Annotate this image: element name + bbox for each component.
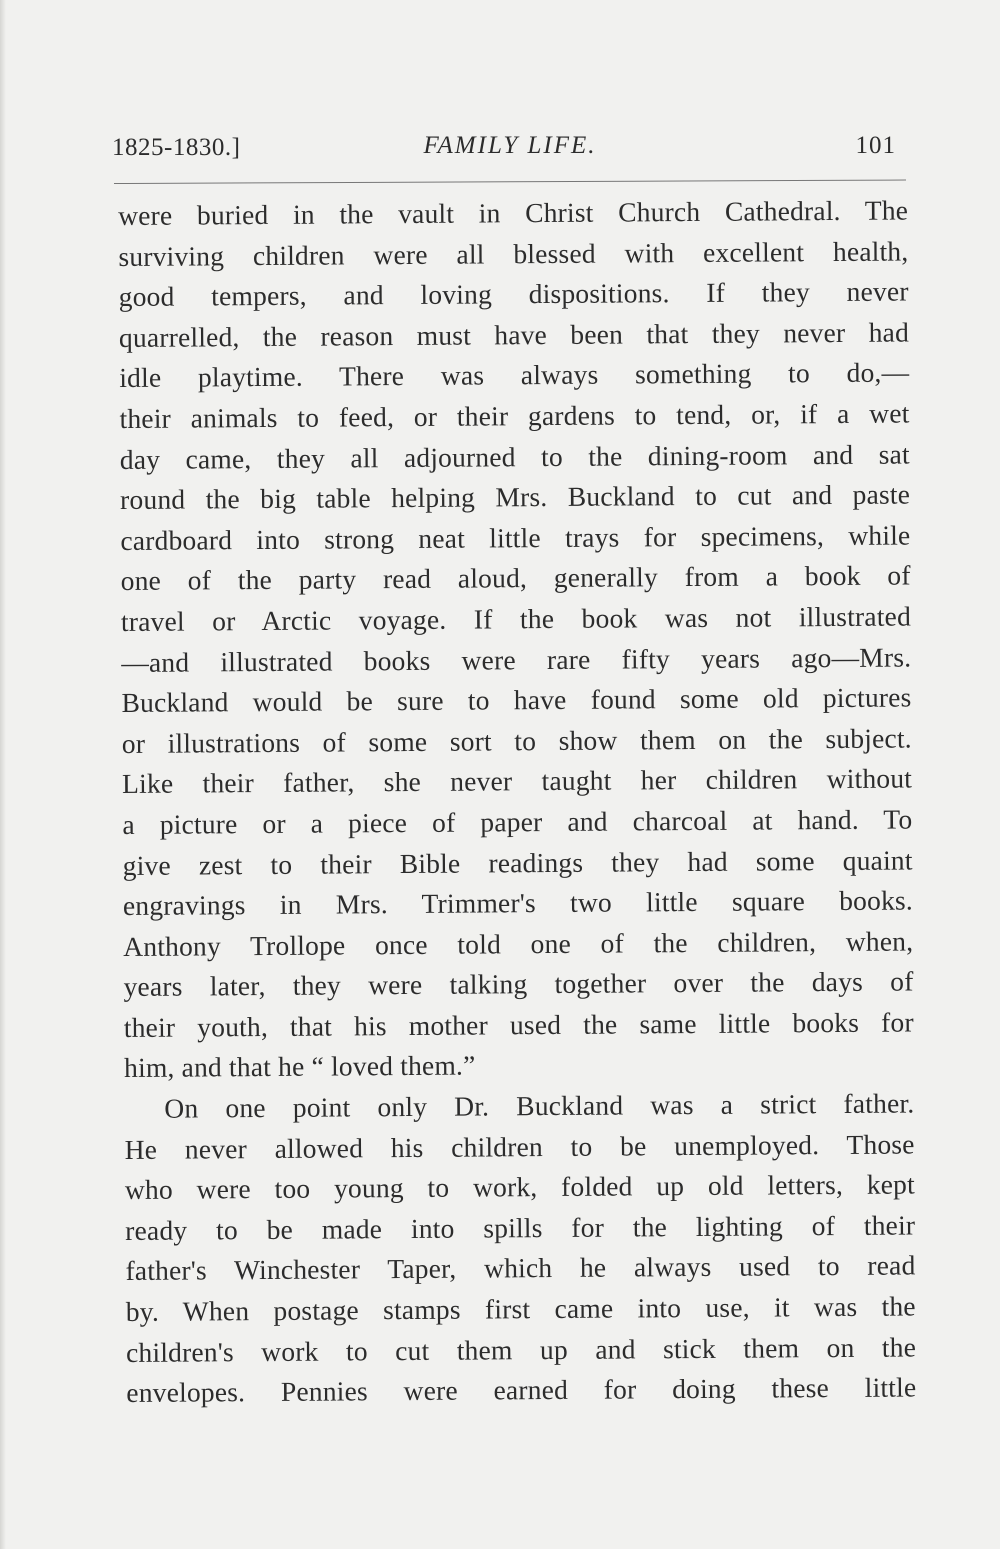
text-line: a picture or a piece of paper and charcoal at hand. To (122, 803, 913, 840)
text-line: ready to be made into spills for the lighting of their (125, 1209, 916, 1246)
text-line: envelopes. Pennies were earned for doing these little (126, 1371, 917, 1409)
text-line: round the big table helping Mrs. Buckland to cut and paste (120, 478, 911, 516)
text-line: Buckland would be sure to have found some old pictures (121, 681, 912, 719)
text-line: him, and that he “ loved them.” (123, 1049, 476, 1084)
text-line: one of the party read aloud, generally from a book of (120, 559, 911, 597)
text-line: surviving children were all blessed with excellent health, (118, 235, 909, 272)
paragraph-1 (118, 190, 914, 1089)
text-line: Like their father, she never taught her children without (121, 762, 913, 800)
text-line: He never allowed his children to be unemployed. Those (124, 1128, 915, 1165)
running-header (112, 128, 908, 172)
text-line: quarrelled, the reason must have been that they never had (118, 316, 910, 353)
text-line: were buried in the vault in Christ Church Cathedral. The (118, 194, 909, 231)
text-line: their youth, that his mother used the same little books for (123, 1006, 914, 1043)
text-line: who were too young to work, folded up old letters, kept (124, 1168, 916, 1206)
text-line: years later, they were talking together over the days of (123, 965, 914, 1003)
paragraph-2 (124, 1084, 916, 1414)
text-line: cardboard into strong neat little trays for specimens, while (120, 519, 911, 556)
text-line: day came, they all adjourned to the dining-room and sat (119, 438, 910, 475)
text-line: On one point only Dr. Buckland was a strict father. (164, 1087, 915, 1124)
header-date-range: 1825-1830.] (112, 134, 241, 161)
text-line: or illustrations of some sort to show them on the subject. (121, 722, 912, 759)
text-line: engravings in Mrs. Trimmer's two little square books. (122, 884, 914, 922)
header-rule (114, 180, 906, 184)
text-line: idle playtime. There was always something to do,— (119, 356, 910, 394)
text-line: children's work to cut them up and stick them on the (125, 1331, 917, 1368)
text-line: good tempers, and loving dispositions. If they never (118, 275, 909, 313)
text-line: Anthony Trollope once told one of the children, when, (123, 925, 914, 962)
text-line: father's Winchester Taper, which he always used to read (125, 1249, 916, 1287)
page-edge (0, 0, 6, 1549)
text-line: —and illustrated books were rare fifty years ago—Mrs. (121, 641, 912, 678)
text-line: give zest to their Bible readings they had some quaint (122, 843, 913, 881)
header-chapter-title: FAMILY LIFE. (423, 132, 597, 159)
page-number: 101 (855, 132, 896, 159)
text-line: their animals to feed, or their gardens to tend, or, if a wet (119, 397, 910, 434)
body-text (118, 190, 916, 1413)
text-line: travel or Arctic voyage. If the book was not illustrated (120, 600, 912, 637)
text-line: by. When postage stamps first came into use, it was the (125, 1290, 916, 1328)
